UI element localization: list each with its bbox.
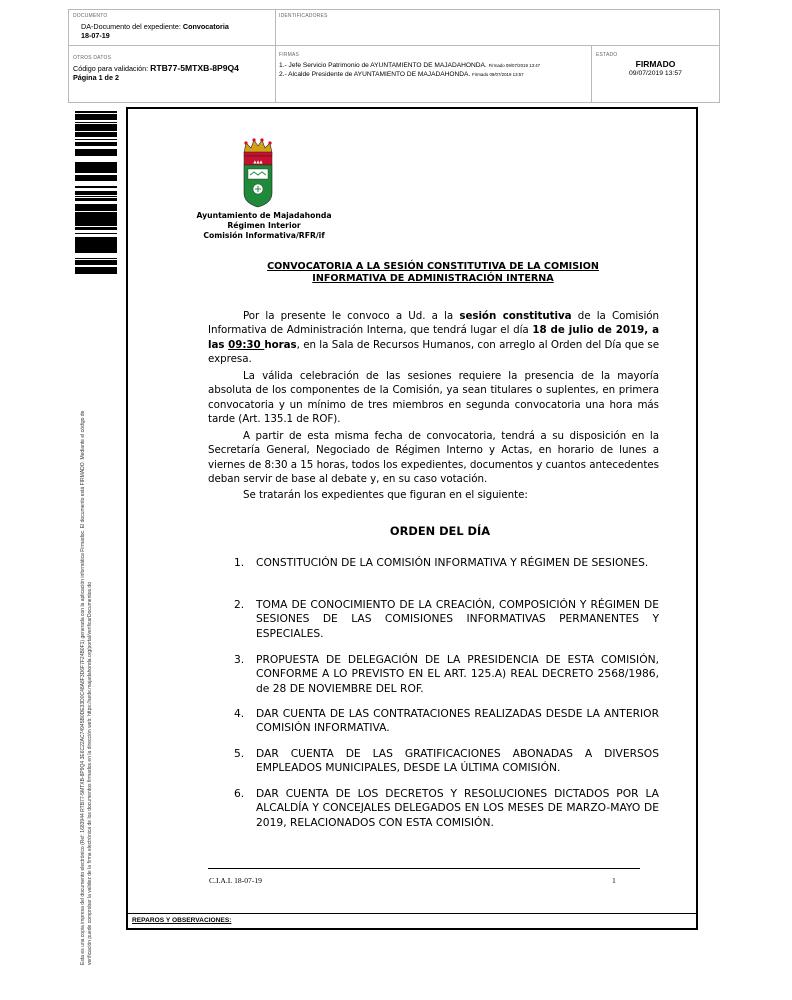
agenda-item: 1. CONSTITUCIÓN DE LA COMISIÓN INFORMATIVA Y RÉGIMEN DE SESIONES.: [234, 556, 649, 569]
agenda-item: 6. DAR CUENTA DE LOS DECRETOS Y RESOLUCIONES DICTADOS POR LA ALCALDÍA Y CONCEJALES DELEGADOS EN LOS MESES DE MARZO-MAYO DE 2019, RELACIONADOS CON ESTA COMISIÓN.: [234, 787, 659, 829]
barcode-bar: [75, 264, 117, 265]
barcode-bar: [75, 122, 117, 123]
paragraph-intro-list: Se tratarán los expedientes que figuran en el siguiente:: [243, 489, 528, 501]
barcode-bar: [75, 128, 117, 131]
barcode-bar: [75, 220, 117, 223]
barcode-bar: [75, 191, 117, 192]
estado-label: ESTADO: [596, 52, 618, 58]
barcode-bar: [75, 149, 117, 150]
barcode-bar: [75, 194, 117, 195]
barcode-bar: [75, 177, 117, 180]
barcode: [75, 110, 117, 274]
estado-cell: [592, 46, 719, 102]
barcode-graphic: [75, 110, 117, 274]
barcode-bar: [75, 250, 117, 252]
document-title: [222, 261, 644, 284]
barcode-bar: [75, 132, 117, 133]
barcode-bar: [75, 171, 117, 173]
barcode-bar: [75, 223, 117, 226]
barcode-bar: [75, 116, 117, 119]
footer-divider: [208, 868, 640, 869]
barcode-bar: [75, 111, 117, 112]
barcode-bar: [75, 180, 117, 181]
barcode-bar: [75, 124, 117, 126]
barcode-bar: [75, 154, 117, 156]
barcode-bar: [75, 258, 117, 259]
barcode-bar: [75, 267, 117, 269]
documento-date: 18-07-19: [81, 31, 110, 40]
firma-1: 1.- Jefe Servicio Patrimonio de AYUNTAMIENTO DE MAJADAHONDA. Firmado 09/07/2019 13:47: [279, 62, 541, 69]
barcode-bar: [75, 144, 117, 145]
otros-datos-cell: [69, 46, 276, 102]
barcode-bar: [75, 196, 117, 197]
barcode-bar: [75, 217, 117, 220]
barcode-bar: [75, 162, 117, 164]
side-text-line-1: Esta es una copia impresa del documento electrónico (Ref: 1683944 RTB77-5MTXB-8P9Q4 3E6C22AC74945B0DE33D0C48A8F3D6F7F24B0F1) generada con la aplicación informática Firmadoc. El documento está FIRMADO. Mediante el código de: [80, 410, 86, 965]
barcode-bar: [75, 133, 117, 135]
barcode-bar: [75, 192, 117, 193]
barcode-bar: [75, 164, 117, 165]
paragraph-convocation: Por la presente le convoco a Ud. a la sesión constitutiva de la Comisión Informativa de Administración Interna, que tendrá lugar el día 18 de julio de 2019, a las 09:30 horas, en la Sala de Recursos Humanos, con arreglo al Orden del Día que se expresa.: [208, 310, 660, 366]
barcode-bar: [75, 242, 117, 243]
identificadores-cell: [276, 10, 719, 46]
barcode-bar: [75, 145, 117, 146]
orden-del-dia-heading: ORDEN DEL DÍA: [389, 524, 491, 538]
firmas-label: FIRMAS: [279, 52, 300, 58]
barcode-bar: [75, 169, 117, 171]
barcode-bar: [75, 248, 117, 250]
firma-2: 2.- Alcalde Presidente de AYUNTAMIENTO DE MAJADAHONDA. Firmado 09/07/2019 13:57: [279, 71, 524, 78]
footer-page-number: 1: [612, 876, 616, 885]
otros-datos-label: OTROS DATOS: [73, 55, 112, 61]
barcode-bar: [75, 263, 117, 264]
paragraph-quorum: La válida celebración de las sesiones requiere la presencia de la mayoría absoluta de los componentes de la Comisión, ya sean titulares o suplentes, en primera convocatoria y un mínimo de tres miembros en segunda convocatoria una hora más tarde (Art. 135.1 de ROF).: [208, 370, 659, 426]
side-verification-text: [80, 285, 94, 965]
barcode-bar: [75, 269, 117, 270]
barcode-bar: [75, 239, 117, 242]
side-text-line-2: verificación puede comprobar la validez de la firma electrónica de los documentos firmados en la dirección web: https://sede.majadahonda.org/portal/verificarDocumentos.do: [87, 582, 93, 965]
barcode-bar: [75, 208, 117, 210]
barcode-bar: [75, 166, 117, 169]
barcode-bar: [75, 150, 117, 151]
barcode-bar: [75, 243, 117, 246]
documento-cell: [69, 10, 276, 46]
barcode-bar: [75, 175, 117, 177]
footer-reference: C.I.A.I. 18-07-19: [209, 876, 262, 885]
barcode-bar: [75, 227, 117, 230]
barcode-bar: [75, 212, 117, 213]
barcode-bar: [75, 112, 117, 113]
barcode-bar: [75, 135, 117, 137]
org-department: Régimen Interior: [227, 221, 301, 230]
documento-label: DOCUMENTO: [73, 13, 108, 19]
estado-value: FIRMADO: [635, 59, 676, 69]
barcode-bar: [75, 165, 117, 166]
barcode-bar: [75, 193, 117, 194]
org-name: Ayuntamiento de Majadahonda: [196, 211, 332, 220]
validation-header: [68, 9, 720, 103]
barcode-bar: [75, 198, 117, 199]
barcode-bar: [75, 153, 117, 154]
barcode-bar: [75, 186, 117, 187]
barcode-bar: [75, 207, 117, 208]
barcode-bar: [75, 151, 117, 153]
barcode-bar: [75, 233, 117, 234]
barcode-bar: [75, 216, 117, 217]
title-line-1: CONVOCATORIA A LA SESIÓN CONSTITUTIVA DE LA COMISION: [267, 261, 599, 272]
barcode-bar: [75, 119, 117, 120]
barcode-bar: [75, 271, 117, 274]
reparos-label: REPAROS Y OBSERVACIONES:: [128, 913, 696, 928]
barcode-bar: [75, 246, 117, 248]
barcode-bar: [75, 262, 117, 263]
barcode-bar: [75, 252, 117, 253]
estado-date: 09/07/2019 13:57: [629, 70, 682, 77]
svg-text:▲▲▲: ▲▲▲: [253, 159, 263, 164]
paragraph-availability: A partir de esta misma fecha de convocatoria, tendrá a su disposición en la Secretaría General, Negociado de Régimen Interno y Actas, en horario de lunes a viernes de 8:30 a 15 horas, todos los expedientes, documentos y cuantos antecedentes deban servir de base al debate y, en su caso votación.: [208, 430, 659, 486]
barcode-bar: [75, 213, 117, 216]
barcode-bar: [75, 210, 117, 211]
firmas-cell: [276, 46, 592, 102]
agenda-item: 3. PROPUESTA DE DELEGACIÓN DE LA PRESIDENCIA DE ESTA COMISIÓN, CONFORME A LO PREVISTO EN EL ART. 125.A) REAL DECRETO 2568/1986, de 28 DE NOVIEMBRE DEL ROF.: [234, 653, 659, 695]
validation-code: Código para validación: RTB77-5MTXB-8P9Q4: [73, 63, 239, 73]
barcode-bar: [75, 270, 117, 271]
page-count: Página 1 de 2: [73, 73, 119, 82]
barcode-bar: [75, 187, 117, 188]
barcode-bar: [75, 139, 117, 140]
barcode-bar: [75, 237, 117, 239]
barcode-bar: [75, 142, 117, 144]
barcode-bar: [75, 126, 117, 128]
org-reference: Comisión Informativa/RFR/if: [203, 231, 325, 240]
barcode-bar: [75, 114, 117, 116]
organization-block: [180, 211, 348, 241]
title-line-2: INFORMATIVA DE ADMINISTRACIÓN INTERNA: [312, 272, 554, 284]
barcode-bar: [75, 200, 117, 201]
identificadores-label: IDENTIFICADORES: [279, 13, 328, 19]
barcode-bar: [75, 260, 117, 262]
agenda-item: 5. DAR CUENTA DE LAS GRATIFICACIONES ABONADAS A DIVERSOS EMPLEADOS MUNICIPALES, DESDE LA ÚLTIMA COMISIÓN.: [234, 747, 659, 775]
documento-value: DA-Documento del expediente: Convocatoria: [81, 22, 229, 31]
agenda-item: 4. DAR CUENTA DE LAS CONTRATACIONES REALIZADAS DESDE LA ANTERIOR COMISIÓN INFORMATIVA.: [234, 707, 659, 735]
barcode-bar: [75, 199, 117, 200]
agenda-item: 2. TOMA DE CONOCIMIENTO DE LA CREACIÓN, COMPOSICIÓN Y RÉGIMEN DE SESIONES DE LAS COMISIONES INFORMATIVAS PERMANENTES Y ESPECIALES.: [234, 598, 659, 640]
barcode-bar: [75, 204, 117, 207]
municipal-crest-icon: [240, 137, 276, 209]
